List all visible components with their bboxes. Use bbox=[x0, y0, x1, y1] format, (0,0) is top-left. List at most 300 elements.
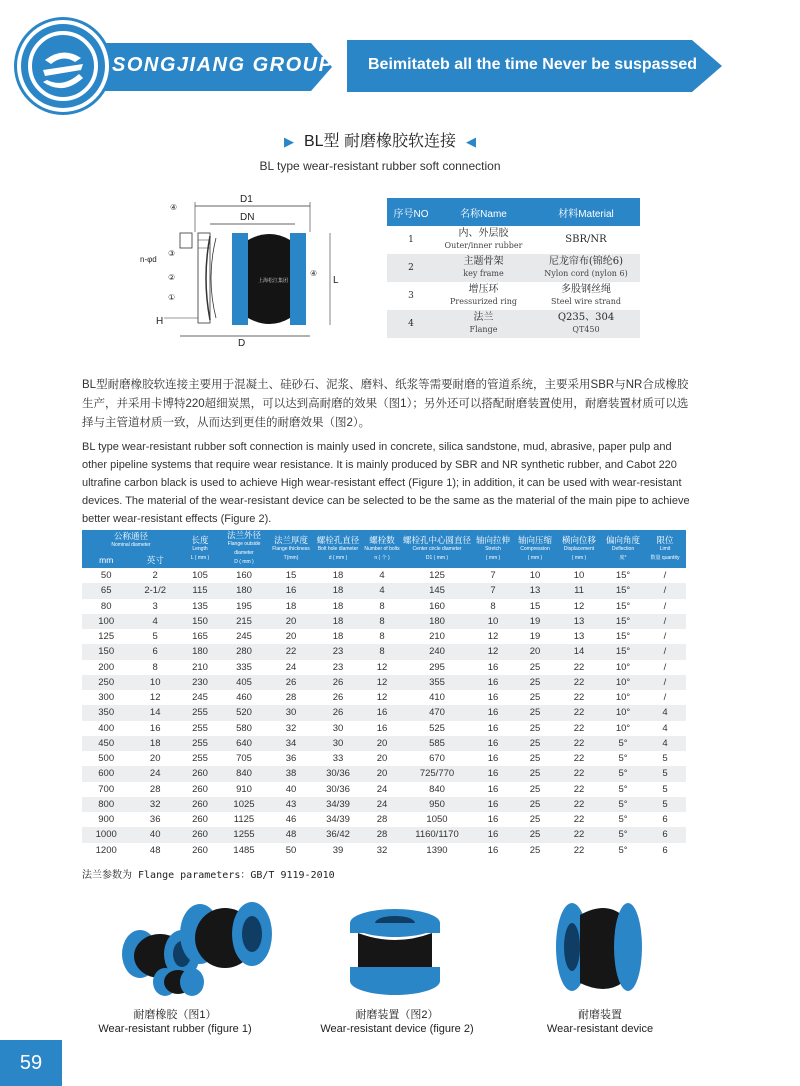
callout-2: ② bbox=[168, 273, 176, 282]
spec-cell: 160 bbox=[220, 568, 268, 583]
spec-cell: 5° bbox=[602, 812, 644, 827]
spec-cell: 20 bbox=[362, 751, 402, 766]
h-mm: mm bbox=[99, 554, 114, 565]
spec-row bbox=[82, 629, 686, 644]
h-fod-unit: D ( mm ) bbox=[234, 559, 254, 565]
spec-cell: 26 bbox=[314, 705, 362, 720]
mat-name-cn: 内、外层胶 bbox=[458, 228, 509, 239]
spec-cell: 4 bbox=[130, 614, 180, 629]
h-ft-cn: 法兰厚度 bbox=[273, 534, 308, 545]
h-dp-cn: 横向位移 bbox=[561, 534, 596, 545]
spec-cell: 4 bbox=[362, 568, 402, 583]
spec-cell: 22 bbox=[556, 812, 602, 827]
spec-cell: 22 bbox=[268, 644, 314, 659]
spec-row bbox=[82, 721, 686, 736]
spec-cell: 39 bbox=[314, 843, 362, 858]
spec-cell: 15 bbox=[514, 599, 556, 614]
spec-cell: 28 bbox=[130, 782, 180, 797]
mat-no: 3 bbox=[387, 282, 435, 310]
spec-cell: 5° bbox=[602, 782, 644, 797]
spec-cell: 25 bbox=[514, 660, 556, 675]
spec-cell: 12 bbox=[362, 660, 402, 675]
spec-cell: 5 bbox=[644, 751, 686, 766]
spec-row bbox=[82, 644, 686, 659]
spec-cell: 16 bbox=[472, 812, 514, 827]
triangle-left-icon: ◀ bbox=[466, 134, 477, 149]
page-title bbox=[0, 128, 760, 151]
h-ccd-cn: 螺栓孔中心圆直径 bbox=[402, 534, 471, 545]
spec-cell: 1025 bbox=[220, 797, 268, 812]
spec-cell: 250 bbox=[82, 675, 130, 690]
spec-cell: 400 bbox=[82, 721, 130, 736]
spec-row bbox=[82, 797, 686, 812]
dim-l: L bbox=[333, 275, 339, 286]
mat-no: 4 bbox=[387, 310, 435, 338]
h-ccd-unit: D1 ( mm ) bbox=[425, 554, 449, 561]
spec-cell: 25 bbox=[514, 843, 556, 858]
spec-cell: / bbox=[644, 690, 686, 705]
spec-cell: 18 bbox=[314, 583, 362, 598]
spec-cell: 18 bbox=[314, 599, 362, 614]
spec-cell: 12 bbox=[130, 690, 180, 705]
spec-cell: 705 bbox=[220, 751, 268, 766]
spec-cell: 40 bbox=[130, 827, 180, 842]
spec-cell: 5° bbox=[602, 843, 644, 858]
spec-row bbox=[82, 736, 686, 751]
spec-cell: 10 bbox=[472, 614, 514, 629]
spec-cell: 30 bbox=[314, 721, 362, 736]
spec-cell: 525 bbox=[402, 721, 472, 736]
spec-cell: 840 bbox=[220, 766, 268, 781]
spec-cell: 24 bbox=[130, 766, 180, 781]
spec-cell: 24 bbox=[362, 797, 402, 812]
dim-d: D bbox=[238, 338, 246, 349]
spec-cell: 13 bbox=[514, 583, 556, 598]
spec-cell: 48 bbox=[130, 843, 180, 858]
mat-name-en: Outer/inner rubber bbox=[444, 241, 523, 250]
spec-cell: 6 bbox=[644, 843, 686, 858]
h-inch: 英寸 bbox=[146, 554, 164, 565]
page-header bbox=[0, 0, 800, 130]
spec-cell: 10° bbox=[602, 721, 644, 736]
spec-cell: 1485 bbox=[220, 843, 268, 858]
h-bhd-unit: d ( mm ) bbox=[328, 554, 348, 561]
spec-cell: 5 bbox=[644, 782, 686, 797]
spec-cell: 10° bbox=[602, 675, 644, 690]
h-length-cn: 长度 bbox=[191, 534, 209, 545]
spec-row bbox=[82, 599, 686, 614]
diagram-body-text: 上海松江集团 bbox=[258, 278, 289, 284]
spec-cell: 1050 bbox=[402, 812, 472, 827]
description-en: BL type wear-resistant rubber soft connection is mainly used in concrete, silica sandstone, mud, abrasive, paper pulp and other pipeline systems that require wear resistance. It is mainly produced by SBR and NR synthetic rubber, and Cabot 220 ultrafine carbon black is used to achieve High wear-resistant effect (Figure 1); in addition, it can be used with wear-resistant devices. The material of the wear-resistant device can be selected to be the same as the material of the main pipe to achieve better wear-resistant effects (Figure 2). bbox=[82, 441, 690, 525]
spec-cell: 18 bbox=[314, 614, 362, 629]
mat-name-cn: 增压环 bbox=[468, 284, 499, 295]
spec-cell: 5° bbox=[602, 797, 644, 812]
mat-name-cn: 主题骨架 bbox=[463, 256, 504, 267]
spec-row bbox=[82, 660, 686, 675]
figure-3-cn: 耐磨装置 bbox=[578, 1009, 622, 1021]
spec-cell: / bbox=[644, 599, 686, 614]
mat-row bbox=[387, 254, 640, 282]
spec-cell: 6 bbox=[130, 644, 180, 659]
mat-material-cn: SBR/NR bbox=[565, 234, 607, 245]
spec-cell: 180 bbox=[180, 644, 220, 659]
spec-cell: 150 bbox=[180, 614, 220, 629]
h-dp-unit: ( mm ) bbox=[571, 554, 587, 561]
spec-cell: 10 bbox=[556, 568, 602, 583]
spec-row bbox=[82, 705, 686, 720]
mat-header-no: 序号NO bbox=[387, 198, 435, 226]
spec-cell: 22 bbox=[556, 782, 602, 797]
figure-2-en: Wear-resistant device (figure 2) bbox=[320, 1023, 474, 1035]
callout-1: ① bbox=[168, 293, 176, 302]
spec-cell: 18 bbox=[268, 599, 314, 614]
spec-cell: 230 bbox=[180, 675, 220, 690]
figure-1-en: Wear-resistant rubber (figure 1) bbox=[98, 1023, 252, 1035]
spec-cell: 16 bbox=[472, 843, 514, 858]
h-ft-en: Flange thickness bbox=[272, 545, 310, 552]
spec-cell: 16 bbox=[472, 690, 514, 705]
page-number: 59 bbox=[0, 1040, 62, 1086]
h-length-en: Length bbox=[192, 545, 208, 552]
spec-cell: / bbox=[644, 644, 686, 659]
spec-cell: 30 bbox=[268, 705, 314, 720]
spec-cell: / bbox=[644, 568, 686, 583]
description-cn: BL型耐磨橡胶软连接主要用于混凝土、硅砂石、泥浆、磨料、纸浆等需要耐磨的管道系统，主要采用SBR与NR合成橡胶生产，并采用卡博特220超细炭黑，可以达到高耐磨的效果（图1）；另外还可以搭配耐磨装置使用，耐磨装置材质可以选择与主管道材质一致，从而达到更佳的耐磨效果（图2）。 bbox=[82, 379, 689, 429]
spec-cell: 180 bbox=[220, 583, 268, 598]
spec-cell: 105 bbox=[180, 568, 220, 583]
dim-h: H bbox=[156, 316, 164, 327]
mat-header-name: 名称Name bbox=[435, 198, 532, 226]
mat-material-en: Steel wire strand bbox=[551, 297, 621, 306]
spec-cell: 10 bbox=[514, 568, 556, 583]
spec-cell: 22 bbox=[556, 736, 602, 751]
spec-cell: 36/42 bbox=[314, 827, 362, 842]
spec-cell: 28 bbox=[362, 827, 402, 842]
spec-cell: 10 bbox=[130, 675, 180, 690]
figure-1-caption bbox=[90, 1008, 260, 1036]
dim-n-phi-d: n-φd bbox=[140, 255, 157, 264]
spec-cell: 12 bbox=[362, 690, 402, 705]
spec-cell: 16 bbox=[472, 660, 514, 675]
spec-cell: 34 bbox=[268, 736, 314, 751]
spec-cell: 800 bbox=[82, 797, 130, 812]
spec-cell: 8 bbox=[472, 599, 514, 614]
spec-row bbox=[82, 812, 686, 827]
spec-cell: 145 bbox=[402, 583, 472, 598]
spec-cell: 22 bbox=[556, 843, 602, 858]
spec-cell: 2 bbox=[130, 568, 180, 583]
spec-cell: 26 bbox=[314, 690, 362, 705]
spec-cell: 16 bbox=[362, 721, 402, 736]
spec-cell: 30 bbox=[314, 736, 362, 751]
spec-cell: 16 bbox=[472, 751, 514, 766]
spec-cell: 30/36 bbox=[314, 766, 362, 781]
spec-cell: 12 bbox=[472, 629, 514, 644]
slogan-text: Beimitateb all the time Never be suspassed bbox=[368, 56, 698, 73]
h-length-unit: L ( mm ) bbox=[190, 554, 210, 561]
spec-cell: 165 bbox=[180, 629, 220, 644]
spec-cell: 12 bbox=[472, 644, 514, 659]
spec-cell: 22 bbox=[556, 721, 602, 736]
spec-cell: 20 bbox=[362, 736, 402, 751]
spec-cell: 725/770 bbox=[402, 766, 472, 781]
h-nominal-en: Nominal diameter bbox=[111, 542, 151, 548]
spec-row bbox=[82, 766, 686, 781]
spec-cell: 16 bbox=[472, 721, 514, 736]
spec-cell: 470 bbox=[402, 705, 472, 720]
spec-cell: 240 bbox=[402, 644, 472, 659]
flange-note: 法兰参数为 Flange parameters：GB/T 9119-2010 bbox=[82, 870, 335, 881]
spec-cell: 50 bbox=[268, 843, 314, 858]
spec-cell: 280 bbox=[220, 644, 268, 659]
spec-cell: 65 bbox=[82, 583, 130, 598]
spec-cell: 16 bbox=[472, 736, 514, 751]
spec-cell: 32 bbox=[268, 721, 314, 736]
spec-cell: 6 bbox=[644, 812, 686, 827]
spec-cell: 8 bbox=[130, 660, 180, 675]
spec-cell: 8 bbox=[362, 629, 402, 644]
spec-cell: 34/39 bbox=[314, 797, 362, 812]
spec-cell: / bbox=[644, 660, 686, 675]
mat-material-cn: Q235、304 bbox=[557, 312, 615, 323]
spec-cell: 25 bbox=[514, 782, 556, 797]
spec-cell: 500 bbox=[82, 751, 130, 766]
spec-cell: 4 bbox=[644, 705, 686, 720]
spec-cell: 5 bbox=[644, 766, 686, 781]
spec-cell: 25 bbox=[514, 721, 556, 736]
spec-cell: / bbox=[644, 614, 686, 629]
spec-cell: 16 bbox=[130, 721, 180, 736]
spec-cell: 19 bbox=[514, 629, 556, 644]
h-lm-cn: 限位 bbox=[656, 534, 674, 545]
spec-cell: 20 bbox=[130, 751, 180, 766]
spec-cell: 135 bbox=[180, 599, 220, 614]
spec-cell: 16 bbox=[472, 797, 514, 812]
spec-cell: 80 bbox=[82, 599, 130, 614]
spec-cell: 22 bbox=[556, 797, 602, 812]
h-fod-en: Flange outside diameter bbox=[227, 541, 261, 556]
h-lm-unit: 数量 quantity bbox=[650, 554, 680, 561]
spec-cell: 43 bbox=[268, 797, 314, 812]
spec-cell: 5° bbox=[602, 766, 644, 781]
spec-cell: 5° bbox=[602, 827, 644, 842]
spec-cell: 255 bbox=[180, 736, 220, 751]
spec-cell: 40 bbox=[268, 782, 314, 797]
mat-row bbox=[387, 226, 640, 254]
spec-cell: 14 bbox=[556, 644, 602, 659]
spec-cell: 5 bbox=[644, 797, 686, 812]
spec-cell: 640 bbox=[220, 736, 268, 751]
h-ccd-en: Center circle diameter bbox=[412, 545, 462, 552]
spec-cell: 34/39 bbox=[314, 812, 362, 827]
materials-table bbox=[387, 198, 640, 338]
spec-cell: 32 bbox=[130, 797, 180, 812]
spec-cell: 36 bbox=[130, 812, 180, 827]
spec-cell: 600 bbox=[82, 766, 130, 781]
spec-cell: 670 bbox=[402, 751, 472, 766]
spec-cell: 150 bbox=[82, 644, 130, 659]
spec-cell: 1200 bbox=[82, 843, 130, 858]
callout-4: ④ bbox=[170, 203, 178, 212]
spec-cell: 25 bbox=[514, 675, 556, 690]
mat-name-cn: 法兰 bbox=[473, 312, 494, 323]
mat-material-cn: 尼龙帘布(锦纶6) bbox=[548, 256, 624, 267]
spec-cell: 245 bbox=[220, 629, 268, 644]
figure-3-image bbox=[550, 895, 650, 1005]
spec-cell: 25 bbox=[514, 766, 556, 781]
mat-name-en: Flange bbox=[469, 325, 498, 334]
spec-cell: 255 bbox=[180, 751, 220, 766]
cross-section-diagram bbox=[140, 188, 360, 358]
spec-cell: 4 bbox=[362, 583, 402, 598]
spec-cell: 10° bbox=[602, 690, 644, 705]
mat-material-en: QT450 bbox=[572, 325, 600, 334]
spec-cell: / bbox=[644, 583, 686, 598]
spec-cell: 22 bbox=[556, 660, 602, 675]
spec-row bbox=[82, 568, 686, 583]
spec-cell: 3 bbox=[130, 599, 180, 614]
spec-cell: 25 bbox=[514, 812, 556, 827]
spec-cell: 215 bbox=[220, 614, 268, 629]
spec-cell: 1125 bbox=[220, 812, 268, 827]
spec-cell: 100 bbox=[82, 614, 130, 629]
spec-cell: 260 bbox=[180, 797, 220, 812]
spec-cell: 125 bbox=[402, 568, 472, 583]
spec-cell: 950 bbox=[402, 797, 472, 812]
h-cp-unit: ( mm ) bbox=[527, 554, 543, 561]
spec-cell: 18 bbox=[314, 629, 362, 644]
spec-cell: 195 bbox=[220, 599, 268, 614]
h-bhd-en: Bolt hole diameter bbox=[317, 545, 359, 552]
spec-cell: 8 bbox=[362, 599, 402, 614]
spec-cell: 15° bbox=[602, 644, 644, 659]
spec-row bbox=[82, 843, 686, 858]
spec-cell: 22 bbox=[556, 751, 602, 766]
spec-cell: 12 bbox=[362, 675, 402, 690]
callout-3: ③ bbox=[168, 249, 176, 258]
h-df-unit: 度° bbox=[619, 554, 627, 561]
spec-table bbox=[82, 530, 686, 858]
spec-cell: 160 bbox=[402, 599, 472, 614]
h-nb-en: Number of bolts bbox=[364, 545, 400, 552]
figure-1-image bbox=[100, 892, 280, 1002]
spec-cell: 16 bbox=[472, 766, 514, 781]
spec-cell: 25 bbox=[514, 736, 556, 751]
spec-row bbox=[82, 675, 686, 690]
spec-cell: 260 bbox=[180, 782, 220, 797]
spec-cell: 16 bbox=[362, 705, 402, 720]
spec-cell: 22 bbox=[556, 705, 602, 720]
spec-cell: 13 bbox=[556, 629, 602, 644]
spec-cell: 295 bbox=[402, 660, 472, 675]
spec-cell: 25 bbox=[514, 751, 556, 766]
spec-cell: 260 bbox=[180, 766, 220, 781]
spec-cell: 405 bbox=[220, 675, 268, 690]
spec-cell: 1000 bbox=[82, 827, 130, 842]
spec-cell: 24 bbox=[362, 782, 402, 797]
h-st-unit: ( mm ) bbox=[485, 554, 501, 561]
h-ft-unit: T(mm) bbox=[283, 554, 299, 561]
h-bhd-cn: 螺栓孔直径 bbox=[316, 534, 360, 545]
spec-cell: 260 bbox=[180, 827, 220, 842]
h-st-cn: 轴向拉伸 bbox=[475, 534, 510, 545]
spec-cell: 300 bbox=[82, 690, 130, 705]
callout-4b: ④ bbox=[310, 269, 318, 278]
dim-dn: DN bbox=[240, 212, 255, 223]
spec-cell: 22 bbox=[556, 766, 602, 781]
spec-cell: 22 bbox=[556, 827, 602, 842]
spec-cell: 33 bbox=[314, 751, 362, 766]
spec-cell: / bbox=[644, 675, 686, 690]
page-subtitle: BL type wear-resistant rubber soft connection bbox=[259, 159, 501, 173]
spec-cell: 38 bbox=[268, 766, 314, 781]
spec-cell: 22 bbox=[556, 690, 602, 705]
h-dp-en: Displacement bbox=[563, 545, 595, 552]
h-lm-en: Limit bbox=[659, 545, 671, 552]
spec-cell: 23 bbox=[314, 644, 362, 659]
h-cp-en: Compression bbox=[520, 545, 550, 552]
spec-cell: 19 bbox=[514, 614, 556, 629]
spec-cell: 18 bbox=[130, 736, 180, 751]
brand-name: SONGJIANG GROUP bbox=[112, 54, 334, 76]
spec-cell: 28 bbox=[362, 812, 402, 827]
spec-cell: 180 bbox=[402, 614, 472, 629]
spec-cell: 20 bbox=[362, 766, 402, 781]
mat-name-en: Pressurized ring bbox=[450, 297, 517, 306]
spec-cell: 260 bbox=[180, 812, 220, 827]
spec-cell: 125 bbox=[82, 629, 130, 644]
mat-row bbox=[387, 310, 640, 338]
spec-cell: 32 bbox=[362, 843, 402, 858]
spec-cell: 25 bbox=[514, 827, 556, 842]
spec-cell: 20 bbox=[268, 614, 314, 629]
spec-cell: 840 bbox=[402, 782, 472, 797]
spec-cell: 13 bbox=[556, 614, 602, 629]
spec-cell: 14 bbox=[130, 705, 180, 720]
mat-name-en: key frame bbox=[463, 269, 504, 278]
spec-cell: 15° bbox=[602, 583, 644, 598]
spec-cell: 16 bbox=[472, 705, 514, 720]
spec-cell: 245 bbox=[180, 690, 220, 705]
spec-cell: 900 bbox=[82, 812, 130, 827]
spec-cell: 46 bbox=[268, 812, 314, 827]
spec-cell: 22 bbox=[556, 675, 602, 690]
spec-cell: 1255 bbox=[220, 827, 268, 842]
spec-cell: 8 bbox=[362, 614, 402, 629]
spec-cell: 580 bbox=[220, 721, 268, 736]
spec-cell: 355 bbox=[402, 675, 472, 690]
spec-cell: 18 bbox=[314, 568, 362, 583]
spec-cell: 700 bbox=[82, 782, 130, 797]
spec-cell: 25 bbox=[514, 797, 556, 812]
spec-cell: 16 bbox=[268, 583, 314, 598]
spec-row bbox=[82, 614, 686, 629]
spec-cell: 15° bbox=[602, 568, 644, 583]
spec-cell: 210 bbox=[180, 660, 220, 675]
figure-2-image bbox=[340, 905, 450, 1005]
mat-no: 2 bbox=[387, 254, 435, 282]
h-nominal-cn: 公称通径 bbox=[113, 531, 148, 541]
spec-cell: 20 bbox=[514, 644, 556, 659]
h-fod-cn: 法兰外径 bbox=[226, 530, 261, 540]
spec-cell: 15° bbox=[602, 629, 644, 644]
spec-cell: 335 bbox=[220, 660, 268, 675]
spec-cell: 24 bbox=[268, 660, 314, 675]
spec-table-body bbox=[82, 568, 686, 858]
spec-cell: 10° bbox=[602, 660, 644, 675]
spec-cell: 1390 bbox=[402, 843, 472, 858]
